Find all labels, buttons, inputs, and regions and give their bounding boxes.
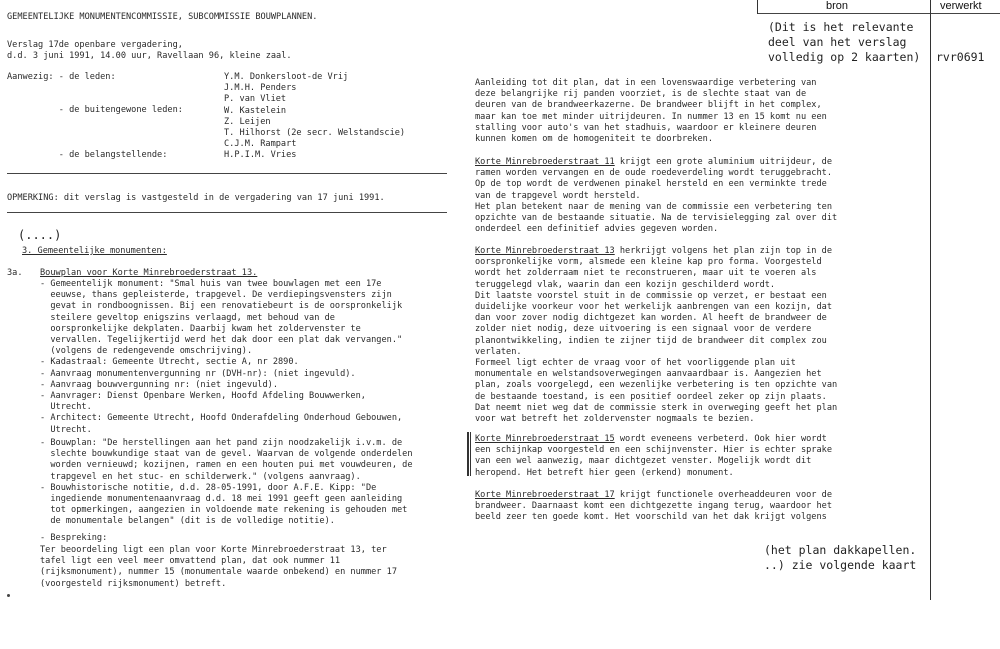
- text-line: kunnen komen om de homogeniteit te doorbreken.: [475, 134, 713, 145]
- address-nr17: Korte Minrebroederstraat 17: [475, 490, 615, 500]
- source-note-line: volledig op 2 kaarten): [768, 50, 921, 64]
- text-line: [475, 434, 832, 445]
- detail-line: gevat in rondboognissen. Bij een renovatiebeurt is de oorspronkelijk: [40, 301, 403, 312]
- source-note-line: (Dit is het relevante: [768, 20, 914, 34]
- text-line: deze belangrijke rij panden voorziet, is de slechte staat van de: [475, 89, 807, 100]
- text-line: [475, 157, 837, 168]
- bespreking-line: tafel ligt een veel meer omvattend plan, dat ook nummer 11: [40, 556, 341, 567]
- verwerkt-column-divider: [930, 0, 931, 600]
- text-line: beeld zeer ten goede komt. Het voorschild van het dak krijgt volgens: [475, 512, 827, 523]
- text-line: onderdeel een definitief advies gegeven worden.: [475, 224, 719, 235]
- text-line: Dit laatste voorstel stuit in de commissie op verzet, er bestaat een: [475, 290, 827, 301]
- text-line: voor wat betreft het zoldervenster nogmaals te bezien.: [475, 414, 755, 425]
- address-nr11: Korte Minrebroederstraat 11: [475, 157, 615, 167]
- continuation-line: ..) zie volgende kaart: [764, 558, 917, 572]
- para-nr15: [475, 434, 832, 479]
- text-line: verlaten.: [475, 346, 522, 357]
- attendance-label: - de buitengewone leden:: [7, 105, 183, 115]
- detail-line: oorspronkelijke dekplaten. Daarbij kwam het zoldervenster te: [40, 323, 361, 334]
- text-line: opzichte van de bestaande situatie. Na de tervisielegging zal over dit: [475, 213, 838, 224]
- attendee: J.M.H. Penders: [224, 83, 297, 94]
- detail-line: - Architect: Gemeente Utrecht, Hoofd Onderafdeling Onderhoud Gebouwen,: [40, 413, 403, 424]
- text-line: plan, zoals voorgelegd, een wezenlijke verbetering is ten opzichte van: [475, 380, 838, 391]
- detail-line: Utrecht.: [40, 402, 92, 413]
- detail-line: tot opmerkingen, aangezien in voldoende mate rekening is gehouden met: [40, 505, 408, 516]
- column-bron-label: bron: [826, 0, 849, 12]
- text-fragment: wordt eveneens verbeterd. Ook hier wordt: [614, 434, 827, 444]
- text-line: monumentale en welstandsoverwegingen aanvaardbaar is. Aangezien het: [475, 369, 822, 380]
- text-line: planontwikkeling, indien te zijner tijd de brandweer dit complex zou: [475, 335, 827, 346]
- detail-line: - Aanvrager: Dienst Openbare Werken, Hoofd Afdeling Bouwwerken,: [40, 391, 366, 402]
- bron-column-left-edge: [757, 0, 758, 14]
- attendance-names: [224, 72, 405, 162]
- bespreking-line: (voorgesteld rijksmonument) betreft.: [40, 578, 227, 589]
- text-line: een schijnkap voorgesteld en een schijnvenster. Hier is echter sprake: [475, 445, 832, 456]
- detail-line: vervallen. Tegelijkertijd werd het dak door een plat dak vervangen.": [40, 335, 403, 346]
- bouwplan-details: [40, 438, 413, 528]
- bespreking-line: Ter beoordeling ligt een plan voor Korte Minrebroederstraat 13, ter: [40, 545, 387, 555]
- bespreking-label: - Bespreking:: [40, 533, 108, 543]
- address-nr15: Korte Minrebroederstraat 15: [475, 434, 615, 444]
- document-title: GEMEENTELIJKE MONUMENTENCOMMISSIE, SUBCOMMISSIE BOUWPLANNEN.: [7, 12, 318, 22]
- bespreking-line: (rijksmonument), nummer 15 (monumentale waarde onbekend) en nummer 17: [40, 567, 397, 578]
- item-title: Bouwplan voor Korte Minrebroederstraat 13.: [40, 268, 258, 278]
- detail-line: - Bouwhistorische notitie, d.d. 28-05-1991, door A.F.E. Kipp: "De: [40, 482, 377, 493]
- para-nr17: [475, 490, 832, 524]
- text-line: Aanleiding tot dit plan, dat in een lovenswaardige verbetering van: [475, 78, 817, 88]
- detail-line: trapgevel en het stuc- en schilderwerk." (volgens aanvraag).: [40, 471, 361, 482]
- attendee: Z. Leijen: [224, 116, 271, 127]
- rule-below-opmerking: [7, 212, 447, 213]
- para-nr13: [475, 246, 837, 425]
- text-line: wordt het zolderraam niet te reconstrueren, maar uit te voeren als: [475, 268, 817, 279]
- detail-line: slechte bouwkundige staat van de gevel. Waarvan de volgende onderdelen: [40, 449, 413, 460]
- text-line: duidelijke voorkeur voor het werkelijk aanbrengen van een kozijn, dat: [475, 302, 832, 313]
- para-nr11: [475, 157, 837, 235]
- text-line: deuren van de brandweerkazerne. De brandweer blijft in het complex,: [475, 100, 822, 111]
- detail-line: eeuwse, thans gepleisterde, trapgevel. De verdiepingsvensters zijn: [40, 290, 392, 301]
- attendance-label: - de belangstellende:: [7, 150, 168, 160]
- text-line: maar kan toe met minder uitrijdeuren. In nummer 13 en 15 komt nu een: [475, 111, 827, 122]
- text-line: Formeel ligt echter de vraag voor of het voorliggende plan uit: [475, 358, 796, 369]
- header-rule: [757, 13, 1000, 14]
- text-fragment: herkrijgt volgens het plan zijn top in de: [614, 246, 833, 256]
- detail-line: ingediende monumentenaanvraag d.d. 18 mei 1991 geeft geen aanleiding: [40, 494, 403, 505]
- attendee: Y.M. Donkersloot-de Vrij: [224, 72, 349, 82]
- source-note-line: deel van het verslag: [768, 35, 907, 49]
- detail-line: - Bouwplan: "De herstellingen aan het pand zijn noodzakelijk i.v.m. de: [40, 438, 403, 448]
- verslag-line: Verslag 17de openbare vergadering,: [7, 40, 183, 50]
- detail-line: de monumentale belangen" (dit is de volledige notitie).: [40, 516, 335, 527]
- text-line: ramen worden vervangen en de oude roedeverdeling wordt teruggebracht.: [475, 168, 832, 179]
- continuation-note: [764, 543, 916, 573]
- para-aanleiding: [475, 78, 827, 145]
- margin-dot: [7, 594, 10, 597]
- text-line: zolder niet nodig, deze uitvoering is een signaal voor de verdere: [475, 324, 812, 335]
- item-number: 3a.: [7, 268, 23, 278]
- detail-line: (volgens de redengevende omschrijving).: [40, 346, 253, 357]
- text-line: heropend. Het betreft hier geen (erkend) monument.: [475, 467, 734, 478]
- opmerking: OPMERKING: dit verslag is vastgesteld in de vergadering van 17 juni 1991.: [7, 193, 385, 203]
- bespreking-text: [40, 545, 397, 590]
- detail-line: - Aanvraag monumentenvergunning nr (DVH-nr): (niet ingevuld).: [40, 368, 356, 379]
- address-nr13: Korte Minrebroederstraat 13: [475, 246, 615, 256]
- text-line: dan voor zover nodig dichtgezet kan worden. Al heeft de brandweer de: [475, 313, 827, 324]
- attendee: C.J.M. Rampart: [224, 139, 297, 150]
- detail-line: - Gemeentelijk monument: "Smal huis van twee bouwlagen met een 17e: [40, 279, 382, 289]
- text-line: [475, 246, 837, 257]
- text-line: Het plan betekent naar de mening van de commissie een verbetering ten: [475, 201, 832, 212]
- verwerkt-code: rvr0691: [936, 50, 985, 64]
- margin-mark: [470, 432, 471, 476]
- column-verwerkt-label: verwerkt: [940, 0, 982, 12]
- text-line: oorspronkelijke vorm, alsmede een kleine kap pro forma. Voorgesteld: [475, 257, 822, 268]
- detail-line: - Aanvraag bouwvergunning nr: (niet ingevuld).: [40, 379, 278, 390]
- text-line: de bestaande toestand, is een positief oordeel zeker op zijn plaats.: [475, 391, 827, 402]
- ellipsis-marker: (....): [18, 228, 62, 242]
- text-fragment: krijgt functionele overheaddeuren voor de: [614, 490, 833, 500]
- text-line: brandweer. Daarnaast komt een dichtgezette ingang terug, waardoor het: [475, 501, 832, 512]
- item-details: [40, 279, 402, 436]
- attendee: H.P.I.M. Vries: [224, 150, 297, 161]
- text-line: Op de top wordt de verdwenen pinakel hersteld en een verminkte trede: [475, 179, 827, 190]
- detail-line: steilere geveltop enigszins verlaagd, met behoud van de: [40, 312, 335, 323]
- text-line: stalling voor auto's van het stadhuis, waardoor er kleinere deuren: [475, 122, 817, 133]
- verslag-heading: [7, 40, 292, 62]
- attendee: P. van Vliet: [224, 94, 287, 105]
- section-heading: 3. Gemeentelijke monumenten:: [22, 246, 167, 256]
- text-line: teruggelegd vlak, waarin dan een kozijn geschilderd wordt.: [475, 279, 776, 290]
- text-line: van de trapgevel wordt hersteld.: [475, 190, 641, 201]
- detail-line: - Kadastraal: Gemeente Utrecht, sectie A, nr 2890.: [40, 357, 299, 368]
- source-note: [768, 20, 920, 65]
- text-line: Dat neemt niet weg dat de commissie sterk in overweging geeft het plan: [475, 402, 838, 413]
- detail-line: Utrecht.: [40, 424, 92, 435]
- rule-above-opmerking: [7, 173, 447, 174]
- text-line: van een wel aanwezig, maar dichtgezet venster. Mogelijk wordt dit: [475, 456, 812, 467]
- attendee: T. Hilhorst (2e secr. Welstandscie): [224, 128, 406, 139]
- text-fragment: krijgt een grote aluminium uitrijdeur, de: [614, 157, 833, 167]
- continuation-line: (het plan dakkapellen.: [764, 543, 917, 557]
- text-line: [475, 490, 832, 501]
- attendee: W. Kastelein: [224, 105, 287, 116]
- attendance-label: Aanwezig: - de leden:: [7, 72, 116, 82]
- detail-line: worden vernieuwd; kozijnen, ramen en een houten pui met vouwdeuren, de: [40, 460, 413, 471]
- margin-mark: [467, 432, 469, 476]
- verslag-line: d.d. 3 juni 1991, 14.00 uur, Ravellaan 96, kleine zaal.: [7, 51, 292, 62]
